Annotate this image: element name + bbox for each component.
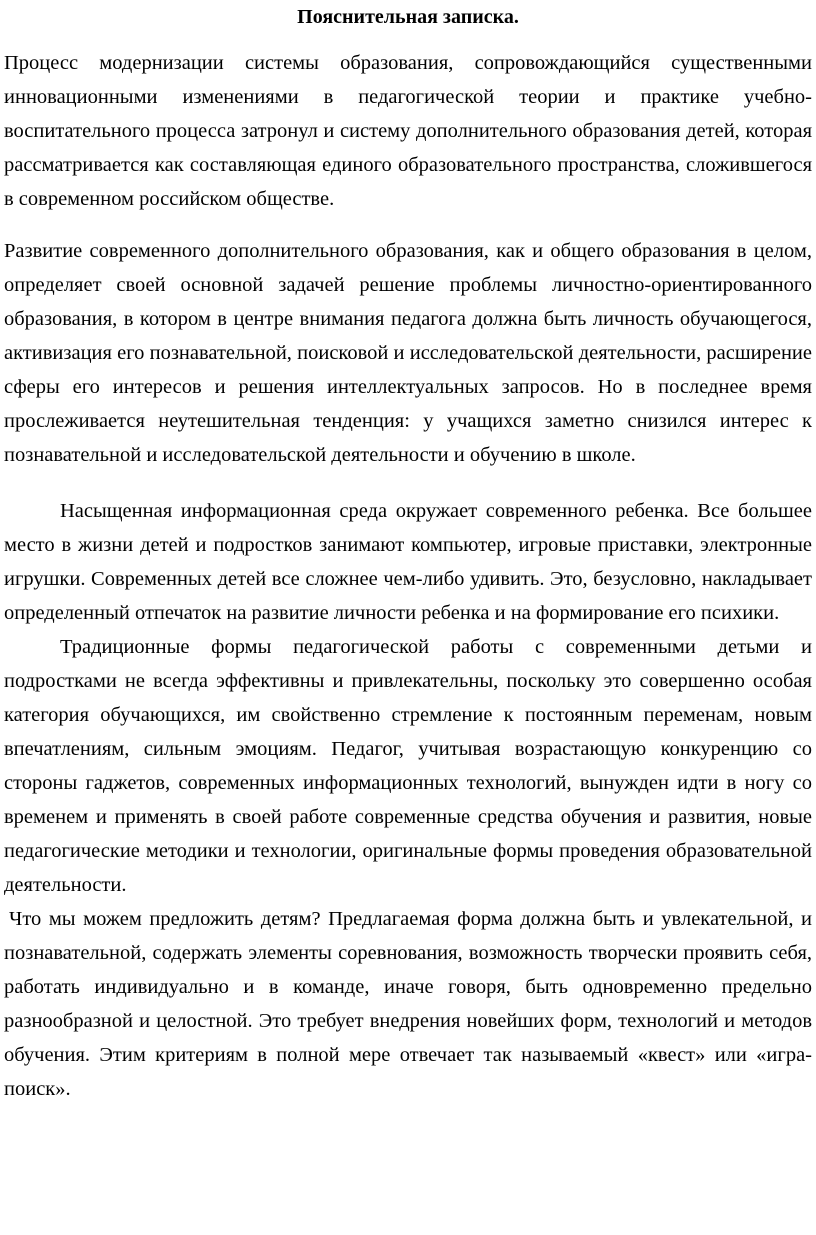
- paragraph-modernization: Процесс модернизации системы образования, сопровождающийся существенными инновационными изменениями в педагогической теории и практике учебно-воспитательного процесса затронул и систему дополнительного образования детей, которая рассматривается как составляющая единого образовательного пространства, сложившегося в современном российском обществе.: [4, 52, 812, 210]
- document-title: Пояснительная записка.: [297, 6, 519, 28]
- paragraph-spacer: [4, 216, 812, 234]
- paragraph-information-environment: Насыщенная информационная среда окружает современного ребенка. Все большее место в жизни детей и подростков занимают компьютер, игровые приставки, электронные игрушки. Современных детей все сложнее чем-либо удивить. Это, безусловно, накладывает определенный отпечаток на развитие личности ребенка и на формирование его психики.: [4, 500, 812, 624]
- paragraph-quest: Что мы можем предложить детям? Предлагаемая форма должна быть и увлекательной, и познавательной, содержать элементы соревнования, возможность творчески проявить себя, работать индивидуально и в команде, иначе говоря, быть одновременно предельно разнообразной и целостной. Это требует внедрения новейших форм, технологий и методов обучения. Этим критериям в полной мере отвечает так называемый «квест» или «игра-поиск».: [4, 908, 812, 1100]
- paragraph-spacer: [4, 472, 812, 494]
- paragraph-development: Развитие современного дополнительного образования, как и общего образования в целом, определяет своей основной задачей решение проблемы личностно-ориентированного образования, в котором в центре внимания педагога должна быть личность обучающегося, активизация его познавательной, поисковой и исследовательской деятельности, расширение сферы его интересов и решения интеллектуальных запросов. Но в последнее время прослеживается неутешительная тенденция: у учащихся заметно снизился интерес к познавательной и исследовательской деятельности и обучению в школе.: [4, 240, 812, 466]
- paragraph-traditional-forms: Традиционные формы педагогической работы с современными детьми и подростками не всегда эффективны и привлекательны, поскольку это совершенно особая категория обучающихся, им свойственно стремление к постоянным переменам, новым впечатлениям, сильным эмоциям. Педагог, учитывая возрастающую конкуренцию со стороны гаджетов, современных информационных технологий, вынужден идти в ногу со временем и применять в своей работе современные средства обучения и развития, новые педагогические методики и технологии, оригинальные формы проведения образовательной деятельности.: [4, 636, 812, 896]
